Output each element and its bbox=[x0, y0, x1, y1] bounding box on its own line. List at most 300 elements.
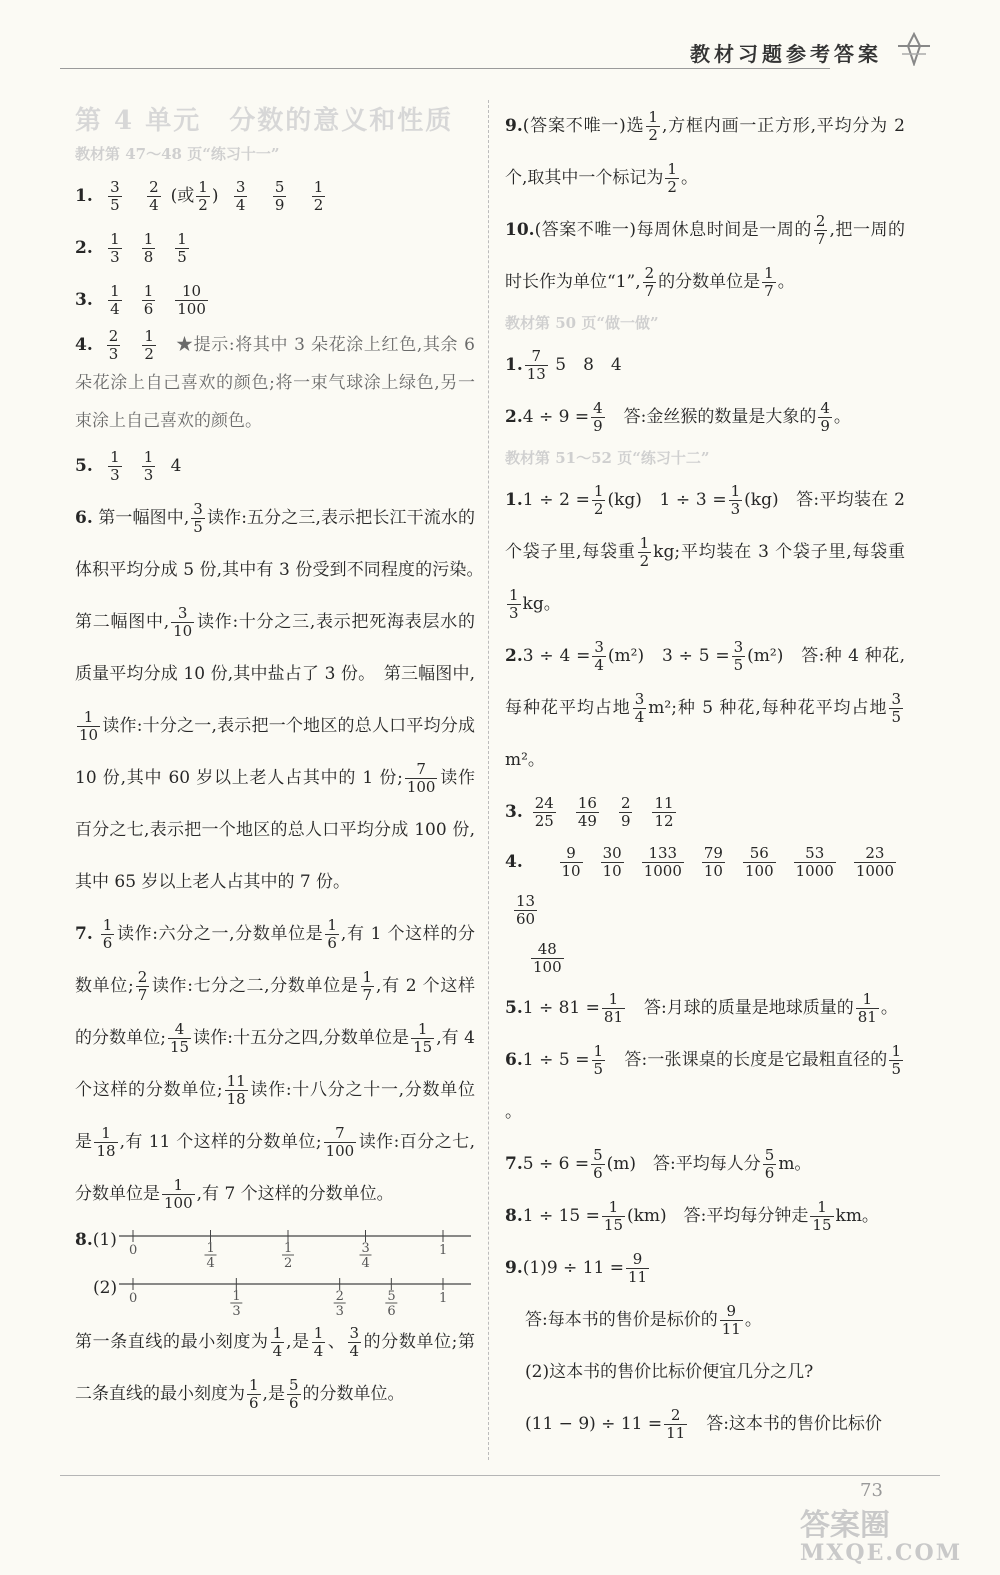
item-number: 10. bbox=[505, 220, 535, 240]
practice-7 bbox=[505, 1138, 905, 1190]
fraction-numerator: 53 bbox=[794, 845, 836, 863]
fraction-denominator: 6 bbox=[593, 1164, 603, 1182]
fraction bbox=[592, 483, 606, 518]
fraction-denominator: 2 bbox=[593, 500, 604, 518]
text: 读作百分之七,表示把一个地区的总人口平均分成 100 份,其中 65 岁以上老人占其中的 7 份。 bbox=[75, 768, 476, 892]
fraction-denominator: 7 bbox=[764, 282, 774, 300]
fraction-numerator: 79 bbox=[703, 844, 723, 862]
fraction bbox=[592, 639, 606, 674]
text: ,是 bbox=[262, 1384, 285, 1404]
fraction bbox=[592, 1043, 606, 1078]
fraction bbox=[591, 1147, 605, 1182]
fraction bbox=[108, 179, 122, 214]
fraction bbox=[814, 213, 828, 248]
text: m。 bbox=[778, 1154, 812, 1174]
fraction-denominator: 3 bbox=[143, 466, 154, 484]
fraction-numerator: 3 bbox=[171, 605, 194, 623]
doit-2 bbox=[505, 391, 905, 443]
fraction bbox=[702, 845, 725, 880]
section-heading-1: 教材第 47～48 页“练习十一” bbox=[75, 145, 280, 163]
fraction-numerator: 1 bbox=[249, 1376, 259, 1394]
fraction-denominator: 15 bbox=[603, 1216, 623, 1234]
fraction-numerator: 1 bbox=[177, 230, 187, 248]
item-number: 9. bbox=[505, 116, 523, 136]
number-line-2-svg bbox=[113, 1272, 473, 1316]
fraction-denominator: 100 bbox=[744, 862, 774, 880]
fraction-denominator: 2 bbox=[667, 178, 677, 196]
doit-1 bbox=[505, 339, 905, 391]
fraction-denominator: 1000 bbox=[855, 862, 894, 880]
item-number: 3. bbox=[505, 802, 523, 822]
text: ,有 1 个这样的分数单位; bbox=[75, 924, 476, 996]
fraction bbox=[525, 348, 548, 383]
fraction-denominator: 6 bbox=[288, 1394, 299, 1412]
left-column bbox=[75, 100, 492, 1420]
fraction-numerator: 1 bbox=[162, 1177, 195, 1195]
item-number: 5. bbox=[505, 998, 523, 1018]
answer-2 bbox=[75, 222, 475, 274]
tick-denominator: 6 bbox=[387, 1304, 396, 1316]
item-number: 3. bbox=[75, 290, 93, 310]
fraction bbox=[162, 1177, 195, 1212]
text: (kg) 答:平均装在 2 个袋子里,每袋重 bbox=[505, 490, 905, 562]
text: m²;种 5 种花,每种花平均占地 bbox=[648, 698, 888, 718]
item-number: 7. bbox=[75, 924, 93, 944]
fraction-denominator: 9 bbox=[620, 812, 631, 830]
fraction bbox=[729, 483, 743, 518]
text: km。 bbox=[835, 1206, 879, 1226]
answer-3 bbox=[75, 274, 475, 326]
fraction-numerator: 3 bbox=[349, 1324, 360, 1342]
fraction-denominator: 60 bbox=[516, 910, 536, 928]
fraction-numerator: 1 bbox=[509, 586, 519, 604]
item-number: 8. bbox=[505, 1206, 523, 1226]
fraction-denominator: 15 bbox=[413, 1038, 433, 1056]
text: ,有 4 个这样的分数单位; bbox=[75, 1028, 475, 1100]
text: 读作:十分之三,表示把死海表层水的质量平均分成 10 份,其中盐占了 3 份。 第三幅图中, bbox=[75, 612, 475, 684]
fraction bbox=[324, 1125, 357, 1160]
fraction bbox=[514, 893, 537, 928]
tick-denominator: 3 bbox=[232, 1304, 241, 1316]
fraction bbox=[175, 231, 189, 266]
item-number: 1. bbox=[75, 186, 93, 206]
fraction-numerator: 3 bbox=[235, 178, 246, 196]
fraction-numerator: 1 bbox=[411, 1021, 434, 1039]
section-heading-2: 教材第 50 页“做一做” bbox=[505, 314, 659, 332]
fraction-denominator: 2 bbox=[639, 552, 650, 570]
text: 4 bbox=[170, 456, 182, 476]
text: (m) 答:平均每人分 bbox=[606, 1154, 761, 1174]
fraction-numerator: 1 bbox=[730, 482, 741, 500]
fraction-numerator: 1 bbox=[110, 230, 120, 248]
fraction-denominator: 9 bbox=[820, 417, 830, 435]
fraction-numerator: 1 bbox=[143, 448, 154, 466]
practice-1 bbox=[505, 474, 905, 630]
fraction bbox=[619, 795, 633, 830]
text: 答:金丝猴的数量是大象的 bbox=[606, 407, 817, 427]
fraction bbox=[810, 1199, 833, 1234]
fraction-denominator: 7 bbox=[815, 230, 826, 248]
fraction bbox=[743, 845, 776, 880]
fraction-denominator: 2 bbox=[648, 126, 658, 144]
watermark-url: MXQE.COM bbox=[800, 1540, 963, 1566]
fraction-denominator: 9 bbox=[593, 417, 603, 435]
fraction-numerator: 1 bbox=[593, 482, 604, 500]
fraction bbox=[576, 795, 599, 830]
item-number: 7. bbox=[505, 1154, 523, 1174]
practice-2 bbox=[505, 630, 905, 786]
fraction-denominator: 2 bbox=[313, 196, 324, 214]
practice-6 bbox=[505, 1034, 905, 1138]
fraction bbox=[77, 709, 100, 744]
fraction-numerator: 1 bbox=[602, 991, 625, 1009]
fraction-numerator: 3 bbox=[594, 638, 604, 656]
fraction-denominator: 12 bbox=[654, 812, 674, 830]
text: 的分数单位;第二条直线的最小刻度为 bbox=[75, 1332, 475, 1404]
header-logo-icon bbox=[894, 32, 934, 66]
fraction-numerator: 56 bbox=[743, 845, 776, 863]
tick-numerator: 2 bbox=[335, 1289, 344, 1304]
fraction bbox=[646, 109, 660, 144]
fraction bbox=[348, 1325, 362, 1360]
tick-numerator: 1 bbox=[284, 1241, 293, 1256]
text: 读作:十分之一,表示把一个地区的总人口平均分成 10 份,其中 60 岁以上老人占其中的 1 份; bbox=[75, 716, 475, 788]
fraction-numerator: 1 bbox=[198, 178, 208, 196]
number-line-end-label: 1 bbox=[439, 1243, 448, 1258]
page-header bbox=[60, 30, 940, 70]
fraction bbox=[142, 328, 156, 363]
fraction-denominator: 10 bbox=[561, 862, 581, 880]
fraction bbox=[602, 1199, 625, 1234]
fraction bbox=[889, 691, 903, 726]
item-number: 2. bbox=[75, 238, 93, 258]
item-number: 9. bbox=[505, 1258, 523, 1278]
number-line-end-label: 1 bbox=[439, 1291, 448, 1306]
fraction bbox=[142, 231, 156, 266]
fraction-numerator: 5 bbox=[288, 1376, 299, 1394]
text: ,有 2 个这样的分数单位; bbox=[75, 976, 475, 1048]
text: 。 bbox=[505, 1102, 522, 1122]
item-number: 5. bbox=[75, 456, 93, 476]
fraction bbox=[136, 969, 150, 1004]
fraction-denominator: 100 bbox=[406, 778, 436, 796]
text: ,是 bbox=[286, 1332, 310, 1352]
fraction bbox=[361, 969, 375, 1004]
right-column bbox=[505, 100, 905, 1450]
fraction bbox=[271, 1325, 285, 1360]
header-rule bbox=[60, 68, 830, 69]
item-number: 6. bbox=[505, 1050, 523, 1070]
item-number: 4. bbox=[75, 335, 93, 355]
fraction-numerator: 9 bbox=[720, 1303, 743, 1321]
fraction-numerator: 3 bbox=[891, 690, 901, 708]
fraction-denominator: 100 bbox=[164, 1194, 193, 1212]
fraction-denominator: 10 bbox=[703, 862, 723, 880]
fraction bbox=[108, 449, 122, 484]
fraction bbox=[560, 845, 583, 880]
fraction-numerator: 30 bbox=[602, 844, 622, 862]
column-divider bbox=[488, 100, 489, 1460]
fraction-denominator: 49 bbox=[577, 812, 597, 830]
fraction-denominator: 4 bbox=[313, 1342, 324, 1360]
item-number: 8.(1) bbox=[75, 1230, 117, 1250]
fraction-numerator: 4 bbox=[593, 399, 603, 417]
text: (km) 答:平均每分钟走 bbox=[627, 1206, 809, 1226]
unit-title: 第 4 单元 分数的意义和性质 bbox=[75, 106, 454, 136]
fraction-numerator: 16 bbox=[577, 794, 597, 812]
item-number: 6. bbox=[75, 508, 93, 528]
fraction bbox=[142, 449, 156, 484]
item-number: 2. bbox=[505, 646, 523, 666]
answer-1 bbox=[75, 170, 475, 222]
fraction-denominator: 3 bbox=[730, 500, 741, 518]
fraction-denominator: 25 bbox=[534, 812, 554, 830]
fraction-denominator: 5 bbox=[177, 248, 187, 266]
fraction-numerator: 3 bbox=[193, 500, 203, 518]
text: 。 bbox=[833, 407, 851, 427]
text: 第一幅图中, bbox=[98, 508, 190, 528]
fraction bbox=[856, 991, 879, 1026]
text: 的分数单位是 bbox=[658, 272, 761, 292]
number-line-start-label: 0 bbox=[129, 1291, 138, 1306]
item-number: 2. bbox=[505, 407, 523, 427]
fraction bbox=[854, 845, 896, 880]
fraction-denominator: 6 bbox=[143, 300, 154, 318]
practice-8 bbox=[505, 1190, 905, 1242]
fraction bbox=[147, 179, 161, 214]
fraction-denominator: 15 bbox=[812, 1216, 832, 1234]
fraction-denominator: 5 bbox=[593, 1060, 604, 1078]
fraction-numerator: 2 bbox=[644, 264, 655, 282]
tick-denominator: 2 bbox=[284, 1256, 293, 1268]
fraction bbox=[507, 587, 521, 622]
tick-numerator: 5 bbox=[387, 1289, 396, 1304]
fraction-numerator: 5 bbox=[274, 178, 285, 196]
item-number: 1. bbox=[505, 355, 523, 375]
fraction-numerator: 1 bbox=[272, 1324, 283, 1342]
text: 读作:十八分之十一,分数单位是 bbox=[75, 1080, 475, 1152]
fraction-denominator: 5 bbox=[891, 708, 901, 726]
fraction bbox=[818, 400, 832, 435]
fraction-numerator: 1 bbox=[667, 160, 677, 178]
fraction bbox=[642, 845, 684, 880]
fraction-denominator: 6 bbox=[764, 1164, 775, 1182]
text: 。 bbox=[880, 998, 898, 1018]
fraction-denominator: 7 bbox=[644, 282, 655, 300]
fraction-denominator: 6 bbox=[249, 1394, 259, 1412]
fraction-numerator: 7 bbox=[405, 761, 438, 779]
fraction-denominator: 11 bbox=[721, 1320, 741, 1338]
number-line-2 bbox=[75, 1272, 475, 1316]
fraction-denominator: 2 bbox=[198, 196, 208, 214]
fraction bbox=[763, 1147, 777, 1182]
text: (kg) 1 ÷ 3 = bbox=[607, 490, 727, 510]
fraction-numerator: 1 bbox=[313, 1324, 324, 1342]
fraction-numerator: 1 bbox=[891, 1042, 901, 1060]
fraction-numerator: 1 bbox=[764, 264, 774, 282]
text: 读作:六分之一,分数单位是 bbox=[116, 924, 324, 944]
fraction-denominator: 3 bbox=[110, 248, 120, 266]
fraction bbox=[794, 845, 836, 880]
fraction bbox=[168, 1021, 191, 1056]
fraction-numerator: 1 bbox=[94, 1125, 117, 1143]
text: 答:一张课桌的长度是它最粗直径的 bbox=[607, 1050, 888, 1070]
practice-9 bbox=[505, 1242, 905, 1450]
fraction bbox=[601, 845, 624, 880]
fraction-denominator: 11 bbox=[627, 1268, 648, 1286]
fraction bbox=[142, 283, 156, 318]
fraction-denominator: 5 bbox=[733, 656, 744, 674]
item-label: (2) bbox=[93, 1278, 118, 1298]
practice-4 bbox=[505, 838, 905, 982]
fraction-numerator: 4 bbox=[168, 1021, 191, 1039]
answer-6 bbox=[75, 492, 492, 908]
fraction bbox=[171, 605, 194, 640]
answer-8-text: 第一条直线的最小刻度为 $\frac{1}{4}$ ,是 $\frac{1}{4}$ 、 $\frac{3}{4}$ 的分数单位;第二条直线的最小刻度为 $\frac{1}{6}$ ,是 $\frac{5}{6}$ 的分数单位。 bbox=[75, 1324, 475, 1412]
fraction-denominator: 4 bbox=[594, 656, 604, 674]
text: 读作:五分之三,表示把长江干流水的体积平均分成 5 份,其中有 3 份受到不同程度的污染。 第二幅图中, bbox=[75, 508, 492, 632]
fraction-denominator: 9 bbox=[274, 196, 285, 214]
section-heading-3: 教材第 51～52 页“练习十二” bbox=[505, 449, 710, 467]
fraction-denominator: 100 bbox=[177, 300, 206, 318]
fraction bbox=[108, 231, 122, 266]
text: 答:每本书的售价是标价的 bbox=[525, 1310, 718, 1330]
text: kg。 bbox=[522, 594, 561, 614]
fraction-denominator: 4 bbox=[349, 1342, 360, 1360]
fraction-denominator: 2 bbox=[144, 345, 154, 363]
fraction-numerator: 3 bbox=[733, 638, 744, 656]
fraction bbox=[234, 179, 248, 214]
fraction-numerator: 1 bbox=[110, 282, 120, 300]
fraction bbox=[191, 501, 205, 536]
tick-denominator: 4 bbox=[206, 1256, 215, 1268]
fraction bbox=[405, 761, 438, 796]
fraction-numerator: 9 bbox=[560, 845, 583, 863]
practice-3 bbox=[505, 786, 905, 838]
fraction-denominator: 4 bbox=[149, 196, 159, 214]
text: (m²) 答:种 4 种花,每种花平均占地 bbox=[505, 646, 905, 718]
fraction-denominator: 81 bbox=[857, 1008, 877, 1026]
fraction-numerator: 2 bbox=[149, 178, 159, 196]
text: 答:月球的质量是地球质量的 bbox=[627, 998, 854, 1018]
fraction bbox=[533, 795, 556, 830]
text: 。 bbox=[680, 168, 698, 188]
text: (答案不唯一)每周休息时间是一周的 bbox=[534, 220, 812, 240]
fraction bbox=[108, 283, 122, 318]
fraction-denominator: 6 bbox=[102, 934, 113, 952]
tick-denominator: 4 bbox=[361, 1256, 370, 1268]
fraction bbox=[287, 1377, 301, 1412]
text: ,把一周的时长作为单位“1”, bbox=[505, 220, 906, 292]
text: ,方框内画一正方形,平均分为 2 个,取其中一个标记为 bbox=[505, 116, 905, 188]
fraction bbox=[602, 991, 625, 1026]
fraction-numerator: 1 bbox=[143, 230, 154, 248]
fraction-numerator: 1 bbox=[856, 991, 879, 1009]
fraction-numerator: 1 bbox=[313, 178, 324, 196]
text: 1 ÷ 5 = bbox=[522, 1050, 590, 1070]
fraction-numerator: 3 bbox=[634, 690, 645, 708]
fraction-denominator: 10 bbox=[173, 622, 193, 640]
fraction-denominator: 10 bbox=[79, 726, 99, 744]
fraction bbox=[652, 795, 675, 830]
answer-4 bbox=[75, 326, 475, 440]
fraction-numerator: 1 bbox=[102, 916, 113, 934]
fraction bbox=[175, 283, 208, 318]
text: (m²) 3 ÷ 5 = bbox=[607, 646, 730, 666]
item-number: 4. bbox=[505, 852, 523, 872]
fraction-numerator: 1 bbox=[593, 1042, 604, 1060]
fraction-denominator: 5 bbox=[193, 518, 203, 536]
fraction-numerator: 1 bbox=[110, 448, 120, 466]
header-title: 教材习题参考答案 bbox=[690, 42, 882, 66]
fraction-numerator: 5 bbox=[764, 1146, 775, 1164]
fraction-denominator: 15 bbox=[170, 1038, 190, 1056]
fraction bbox=[889, 1043, 903, 1078]
fraction-denominator: 3 bbox=[110, 466, 120, 484]
fraction bbox=[638, 535, 652, 570]
fraction bbox=[196, 179, 210, 214]
fraction bbox=[107, 328, 121, 363]
fraction-numerator: 11 bbox=[654, 794, 674, 812]
item-number: 1. bbox=[505, 490, 523, 510]
answer-9 bbox=[505, 100, 905, 204]
text: 5 8 4 bbox=[555, 355, 622, 375]
fraction-numerator: 11 bbox=[226, 1072, 246, 1090]
text: 读作:百分之七,分数单位是 bbox=[75, 1132, 476, 1204]
text: 读作:十五分之四,分数单位是 bbox=[193, 1028, 410, 1048]
fraction-denominator: 4 bbox=[110, 300, 120, 318]
text: (2)这本书的售价比标价便宜几分之几? bbox=[525, 1362, 814, 1382]
text: (答案不唯一)选 bbox=[522, 116, 645, 136]
fraction-denominator: 81 bbox=[603, 1008, 623, 1026]
tick-numerator: 3 bbox=[361, 1241, 370, 1256]
text: 1 ÷ 2 = bbox=[522, 490, 590, 510]
page-number: 73 bbox=[860, 1480, 883, 1501]
fraction bbox=[312, 179, 326, 214]
fraction bbox=[720, 1303, 743, 1338]
fraction-numerator: 2 bbox=[620, 794, 631, 812]
fraction bbox=[643, 265, 657, 300]
text: m²。 bbox=[505, 750, 545, 770]
text: 的分数单位。 bbox=[302, 1384, 405, 1404]
tick-numerator: 1 bbox=[206, 1241, 215, 1256]
fraction-denominator: 7 bbox=[137, 986, 148, 1004]
fraction-numerator: 23 bbox=[854, 845, 896, 863]
fraction-numerator: 1 bbox=[602, 1199, 625, 1217]
fraction bbox=[225, 1073, 248, 1108]
text: 。 bbox=[744, 1310, 762, 1330]
text: ,有 7 个这样的分数单位。 bbox=[196, 1184, 394, 1204]
fraction-numerator: 1 bbox=[362, 968, 373, 986]
fraction-denominator: 5 bbox=[891, 1060, 901, 1078]
fraction-denominator: 8 bbox=[143, 248, 154, 266]
fraction-numerator: 7 bbox=[324, 1125, 357, 1143]
number-line-1 bbox=[75, 1224, 475, 1268]
text: (11 − 9) ÷ 11 = bbox=[525, 1414, 663, 1434]
text: 读作:七分之二,分数单位是 bbox=[151, 976, 359, 996]
number-line-1-svg bbox=[113, 1224, 473, 1268]
fraction-denominator: 3 bbox=[108, 345, 119, 363]
fraction-numerator: 2 bbox=[137, 968, 148, 986]
fraction-denominator: 18 bbox=[226, 1090, 246, 1108]
fraction-denominator: 4 bbox=[235, 196, 246, 214]
fraction-denominator: 10 bbox=[602, 862, 622, 880]
text: ,有 11 个这样的分数单位; bbox=[119, 1132, 322, 1152]
watermark-logo: 答案圈 bbox=[800, 1508, 890, 1543]
fraction-numerator: 5 bbox=[593, 1146, 603, 1164]
fraction bbox=[94, 1125, 117, 1160]
fraction-numerator: 1 bbox=[327, 916, 337, 934]
